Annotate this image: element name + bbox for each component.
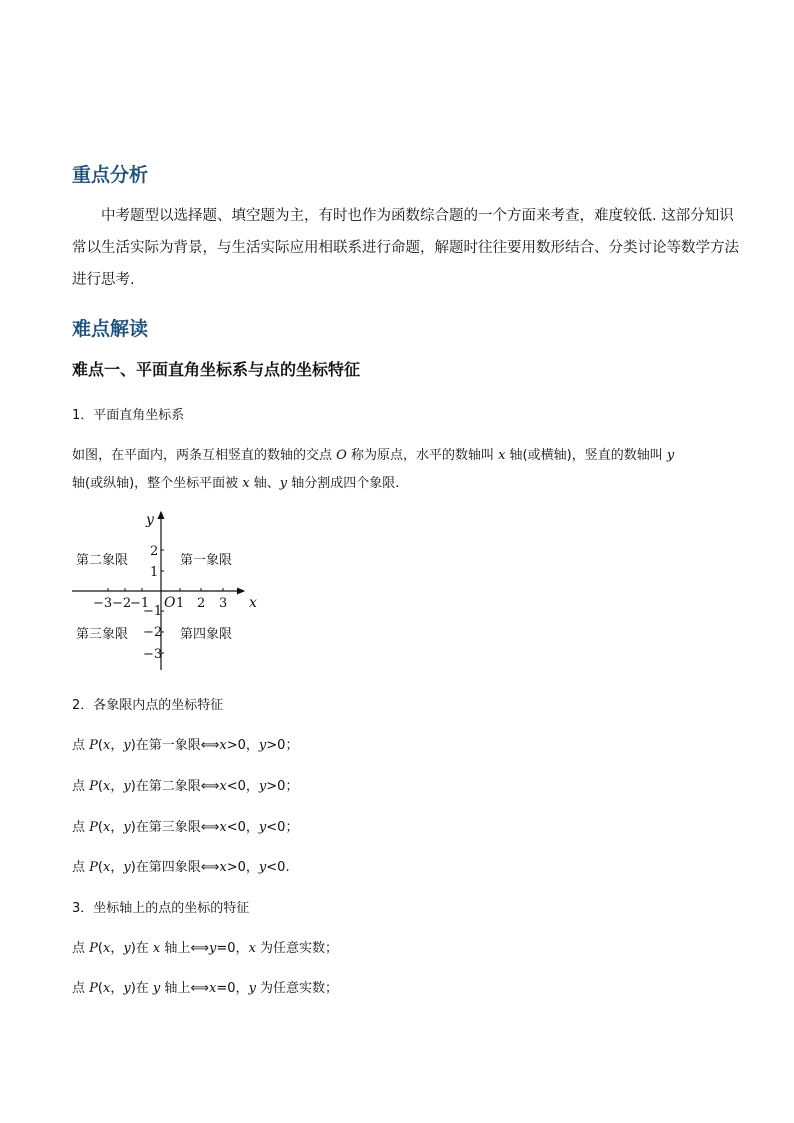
section-title-analysis: 重点分析	[72, 164, 149, 186]
y-tick-label: 1	[150, 565, 159, 580]
quadrant-label-1: 第一象限	[180, 553, 233, 568]
x-tick-label: −2	[112, 596, 132, 611]
y-tick-label: −3	[143, 647, 163, 662]
x-tick-label: −1	[130, 596, 150, 611]
x-tick-label: −3	[93, 596, 113, 611]
quadrant-rule-line: 点 P(x，y)在第四象限⟺x>0，y<0.	[72, 860, 290, 875]
coordinate-plane-figure	[72, 508, 262, 673]
quadrant-rule-line: 点 P(x，y)在第一象限⟺x>0，y>0；	[72, 738, 299, 753]
origin-label: O	[164, 595, 176, 611]
x-tick-label: 3	[219, 596, 228, 611]
y-axis-label: y	[146, 512, 154, 528]
x-tick-label: 1	[176, 596, 185, 611]
item3-title: 3．坐标轴上的点的坐标的特征	[72, 901, 250, 916]
x-axis-label: x	[249, 595, 257, 611]
y-tick-label: 2	[150, 544, 159, 559]
item1-title: 1．平面直角坐标系	[72, 408, 185, 423]
item1-text-line1: 如图，在平面内，两条互相竖直的数轴的交点 O 称为原点，水平的数轴叫 x 轴(或横轴)，竖直的数轴叫 y	[72, 448, 675, 463]
axis-rule-line: 点 P(x，y)在 x 轴上⟺y=0，x 为任意实数；	[72, 941, 339, 956]
item2-title: 2．各象限内点的坐标特征	[72, 698, 224, 713]
y-tick-label: −1	[143, 604, 163, 619]
section-title-difficulty: 难点解读	[72, 318, 149, 340]
y-tick-label: −2	[143, 625, 163, 640]
subsection-title-difficulty1: 难点一、平面直角坐标系与点的坐标特征	[72, 360, 361, 379]
axis-rule-line: 点 P(x，y)在 y 轴上⟺x=0，y 为任意实数；	[72, 981, 339, 996]
quadrant-rule-line: 点 P(x，y)在第三象限⟺x<0，y<0；	[72, 820, 299, 835]
quadrant-rule-line: 点 P(x，y)在第二象限⟺x<0，y>0；	[72, 779, 299, 794]
item1-text-line2: 轴(或纵轴)，整个坐标平面被 x 轴、y 轴分割成四个象限.	[72, 476, 400, 491]
analysis-paragraph: 中考题型以选择题、填空题为主，有时也作为函数综合题的一个方面来考查，难度较低. 这部分知识常以生活实际为背景，与生活实际应用相联系进行命题，解题时往往要用数形结合、分类讨论等数学方法进行思考.	[72, 208, 739, 288]
x-tick-label: 2	[197, 596, 206, 611]
quadrant-label-3: 第三象限	[76, 627, 129, 642]
quadrant-label-4: 第四象限	[180, 627, 233, 642]
quadrant-label-2: 第二象限	[76, 553, 129, 568]
